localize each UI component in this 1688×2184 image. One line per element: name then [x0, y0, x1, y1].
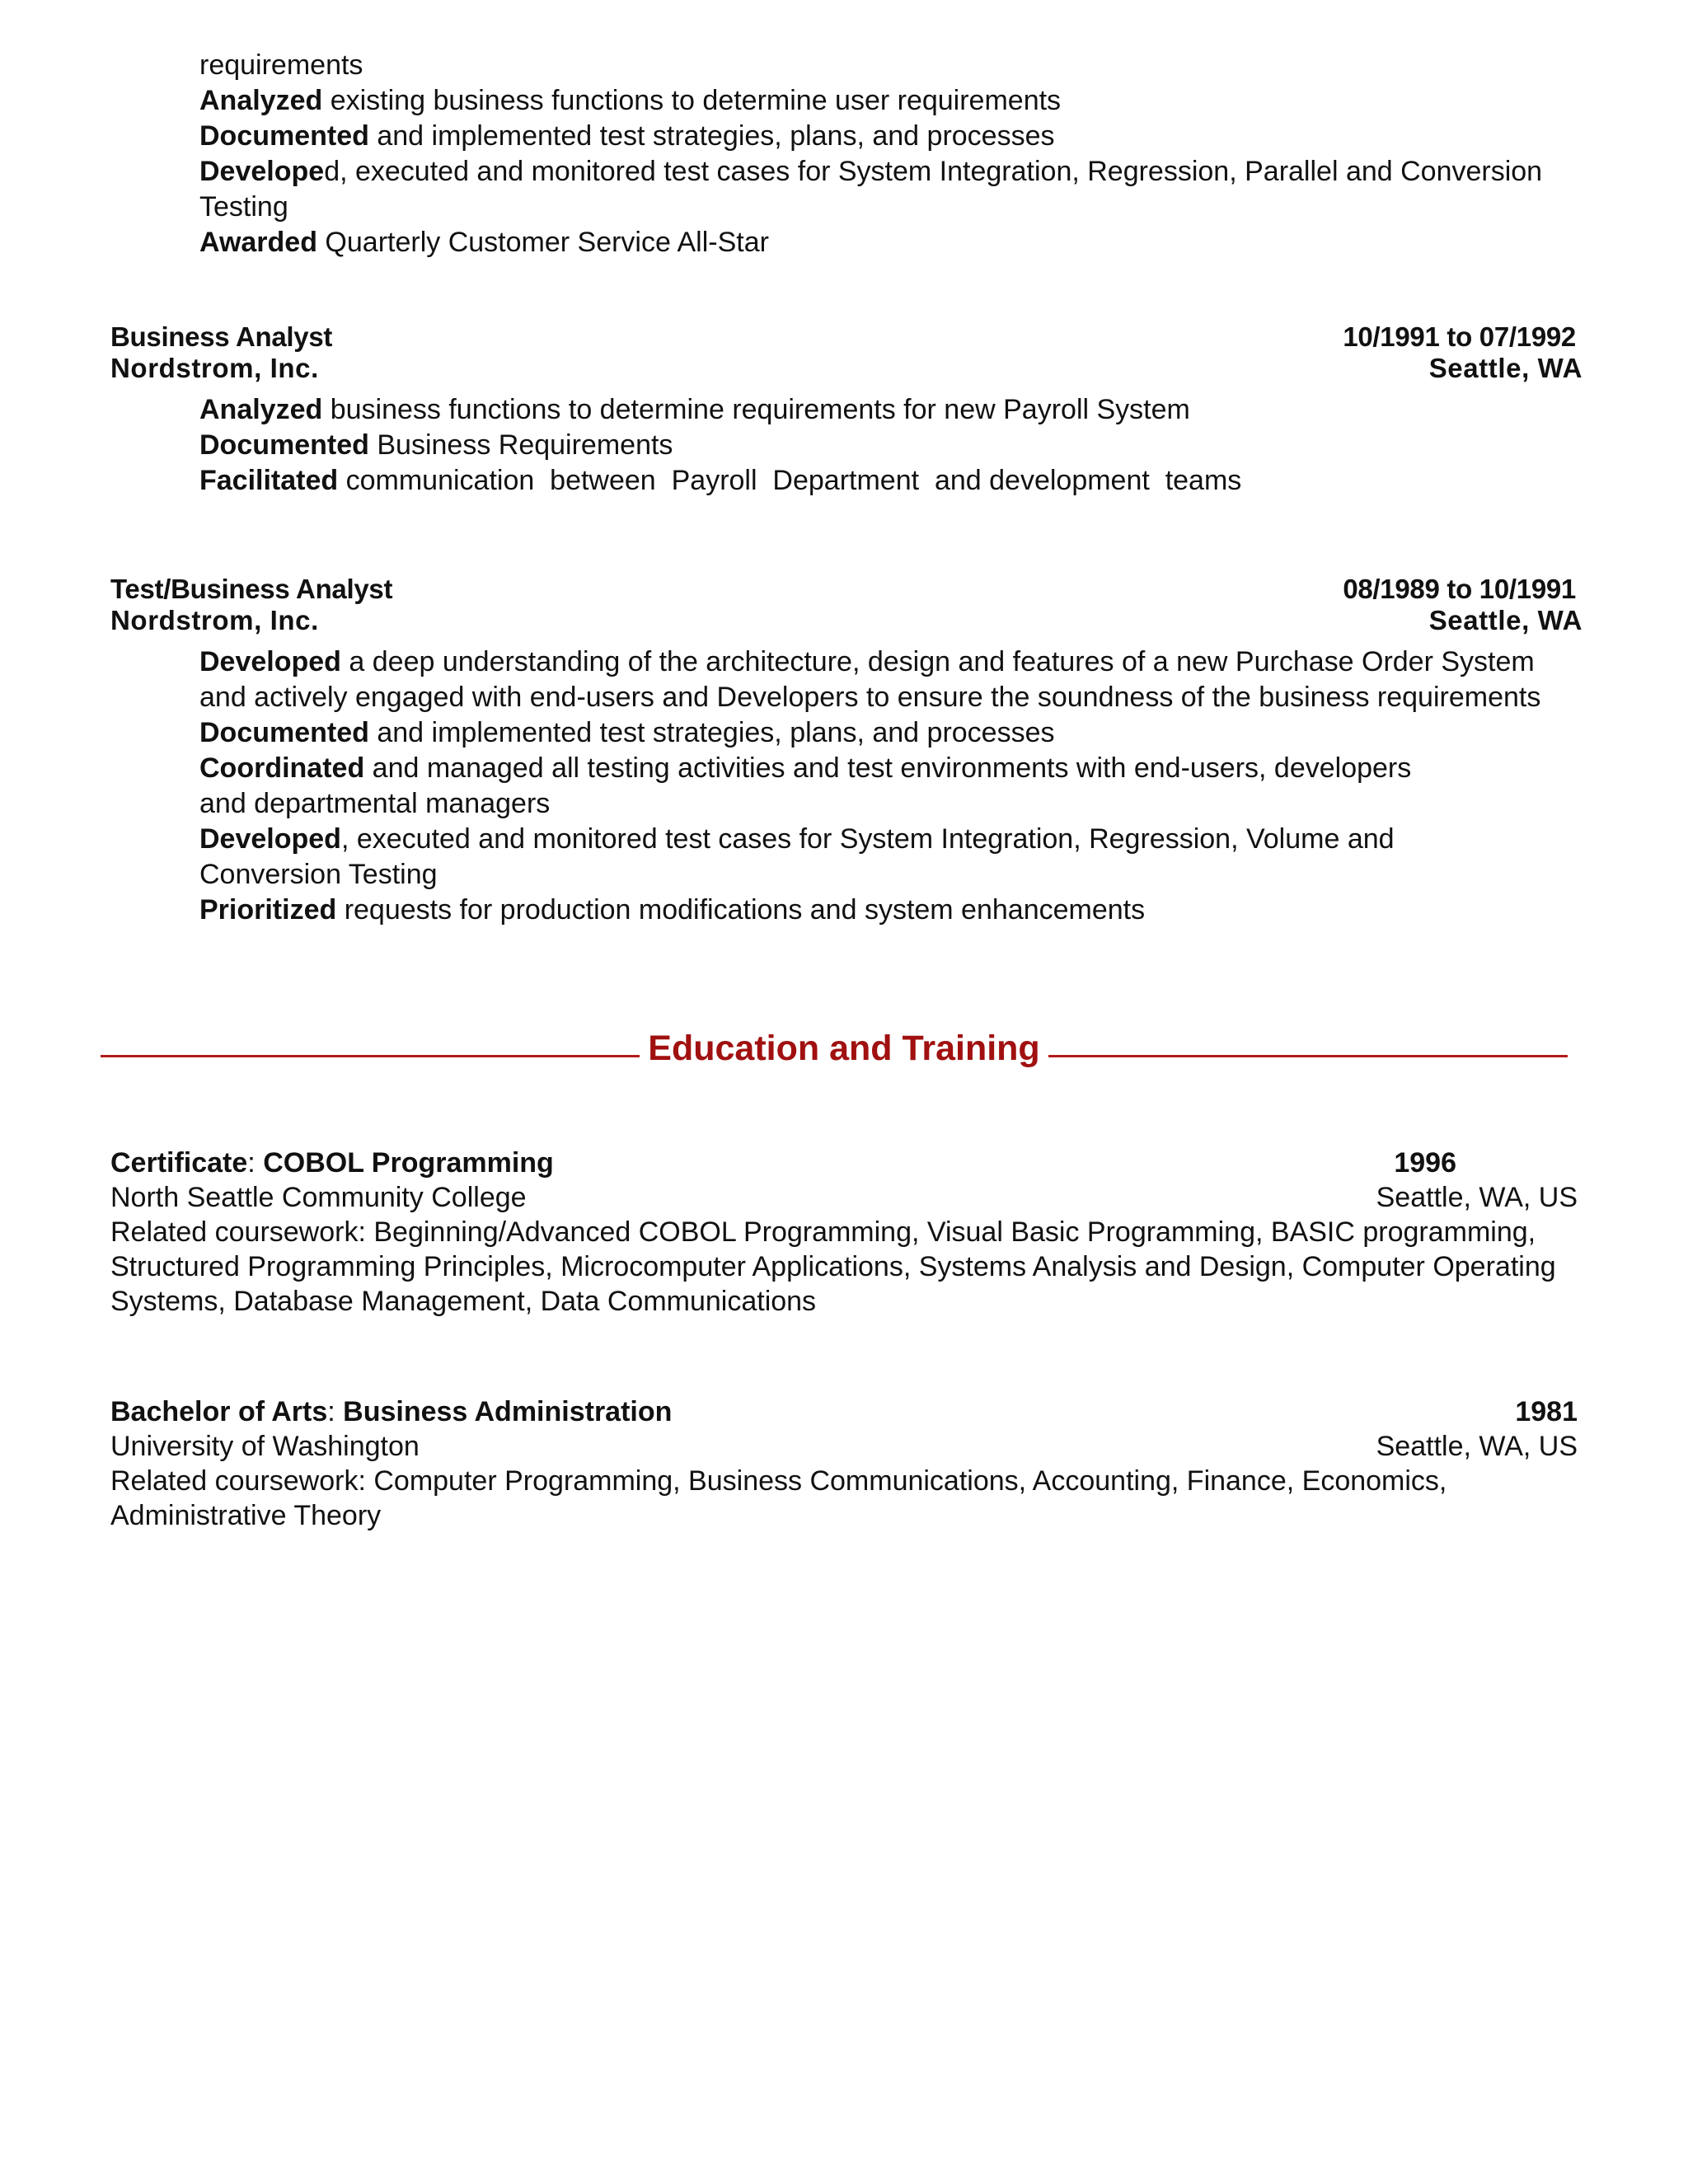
bullet-text: a deep understanding of the architecture, design and features of a new Purchase Order System and actively engaged with end-users and Developers to ensure the soundness of the business requirements: [199, 646, 1541, 713]
bullet-text: d, executed and monitored test cases for System Integration, Regression, Parallel and Conversion Testing: [199, 156, 1543, 223]
job-title-row: [110, 574, 1582, 605]
education-degree-row: [110, 1394, 1582, 1429]
test-business-analyst-bullets: [199, 644, 1559, 928]
bullet-item: [199, 83, 1568, 119]
bullet-verb: Analyzed: [199, 85, 323, 116]
bullet-verb: Documented: [199, 717, 369, 748]
bullet-item: [199, 715, 1559, 751]
bullet-item: [199, 822, 1518, 893]
bullet-verb: Prioritized: [199, 894, 337, 926]
bullet-item: [199, 119, 1568, 154]
bullet-verb: Facilitated: [199, 465, 339, 496]
bullet-item: [199, 751, 1436, 822]
degree-name: Bachelor of Arts: [110, 1396, 328, 1427]
section-title-text: Education and Training: [640, 1029, 1048, 1068]
job-header-business-analyst: [110, 321, 1582, 384]
job-title: Business Analyst: [110, 321, 333, 352]
education-entry: [110, 1394, 1582, 1533]
section-title-education: [0, 1025, 1688, 1071]
previous-job-bullets: [199, 48, 1568, 260]
bullet-text: , executed and monitored test cases for System Integration, Regression, Volume and Conversion Testing: [199, 823, 1395, 890]
bullet-verb: Analyzed: [199, 394, 323, 425]
bullet-text: existing business functions to determine user requirements: [322, 85, 1062, 116]
bullet-verb: Documented: [199, 429, 369, 461]
job-dates: 08/1989 to 10/1991: [1343, 574, 1576, 604]
bullet-item: [199, 392, 1568, 428]
bullet-text: communication between Payroll Department and development teams: [338, 465, 1242, 496]
bullet-item: [199, 893, 1559, 928]
education-year: 1996: [1394, 1147, 1456, 1179]
degree-name: Certificate: [110, 1147, 248, 1179]
education-location: Seattle, WA, US: [1376, 1431, 1578, 1462]
bullet-verb: Awarded: [199, 227, 317, 258]
bullet-item: [199, 428, 1568, 463]
business-analyst-bullets: [199, 392, 1568, 499]
degree-separator: :: [247, 1147, 264, 1179]
education-school-row: [110, 1180, 1582, 1215]
job-title-row: [110, 321, 1582, 353]
job-header-test-business-analyst: [110, 574, 1582, 636]
job-title: Test/Business Analyst: [110, 574, 393, 604]
degree-field: Business Administration: [343, 1396, 673, 1427]
bullet-text: and implemented test strategies, plans, and processes: [368, 717, 1055, 748]
education-school: University of Washington: [110, 1431, 420, 1462]
bullet-text: and managed all testing activities and test environments with end-users, developers and departmental managers: [199, 752, 1412, 819]
bullet-verb: Developed: [199, 823, 341, 855]
education-coursework: Related coursework: Beginning/Advanced COBOL Programming, Visual Basic Programming, BASIC programming, Structured Programming Principles, Microcomputer Applications, Systems Analysis and Design, Computer Operating Systems, Database Management, Data Communications: [110, 1216, 1556, 1317]
job-company: Nordstrom, Inc.: [110, 605, 319, 635]
bullet-text: and implemented test strategies, plans, and processes: [368, 120, 1055, 152]
education-degree-row: [110, 1146, 1582, 1180]
education-location: Seattle, WA, US: [1376, 1182, 1578, 1213]
bullet-text: requests for production modifications and system enhancements: [336, 894, 1146, 926]
degree-separator: :: [327, 1396, 344, 1427]
education-year: 1981: [1515, 1396, 1578, 1427]
education-coursework: Related coursework: Computer Programming, Business Communications, Accounting, Finance, Economics, Administrative Theory: [110, 1465, 1447, 1531]
bullet-verb: Develope: [199, 156, 325, 187]
job-company: Nordstrom, Inc.: [110, 353, 319, 383]
bullet-verb: Documented: [199, 120, 369, 152]
education-school-row: [110, 1429, 1582, 1464]
bullet-text: Quarterly Customer Service All-Star: [316, 227, 769, 258]
bullet-item: [199, 225, 1568, 260]
education-degree: [110, 1146, 554, 1180]
bullet-item: [199, 644, 1559, 715]
job-location: Seattle, WA: [1428, 605, 1582, 635]
bullet-item: [199, 48, 1568, 83]
job-company-row: [110, 353, 1582, 384]
bullet-item: [199, 463, 1568, 499]
bullet-verb: Coordinated: [199, 752, 365, 784]
job-dates: 10/1991 to 07/1992: [1343, 321, 1576, 352]
bullet-text: requirements: [199, 49, 363, 81]
bullet-item: [199, 154, 1568, 225]
education-school: North Seattle Community College: [110, 1182, 527, 1213]
job-company-row: [110, 605, 1582, 636]
job-location: Seattle, WA: [1428, 353, 1582, 383]
bullet-text: Business Requirements: [368, 429, 673, 461]
bullet-text: business functions to determine requirements for new Payroll System: [322, 394, 1190, 425]
education-degree: [110, 1394, 672, 1429]
bullet-verb: Developed: [199, 646, 341, 677]
degree-field: COBOL Programming: [263, 1147, 554, 1179]
education-entry: [110, 1146, 1582, 1319]
